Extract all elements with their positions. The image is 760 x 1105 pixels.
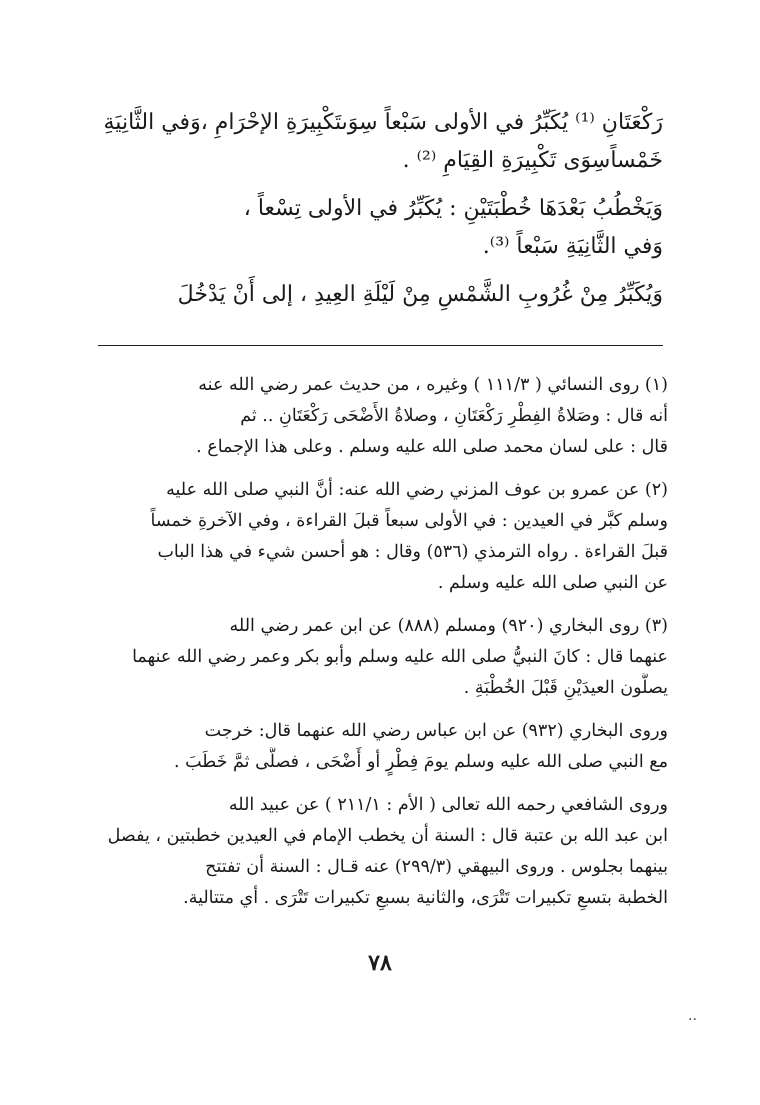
main-line: خَمْساًسِوَى تَكْبِيرَةِ القِيَامِ ⁽²⁾ . — [402, 148, 663, 173]
footnote-3 — [98, 611, 668, 704]
footnote-line: (١) روى النسائي ( ١١١/٣ ) وغيره ، من حديث عمر رضي الله عنه — [198, 375, 668, 395]
page-number: ٧٨ — [368, 950, 392, 976]
main-text — [98, 104, 663, 324]
main-line: رَكْعَتَانِ ⁽¹⁾ يُكَبِّرُ في الأولى سَبْعاً سِوَىتَكْبِيرَةِ الإحْرَامِ ،وَفي الثَّانِيَةِ — [103, 110, 663, 135]
footnote-line: قال : على لسان محمد صلى الله عليه وسلم . وعلى هذا الإجماع . — [196, 437, 668, 457]
footnote-2 — [98, 475, 668, 599]
footnote-line: (٢) عن عمرو بن عوف المزني رضي الله عنه: أنَّ النبي صلى الله عليه — [166, 480, 668, 500]
footnote-line: قبلَ القراءة . رواه الترمذي (٥٣٦) وقال : هو أحسن شيء في هذا الباب — [157, 542, 668, 562]
main-line: وَيُكَبِّرُ مِنْ غُرُوبِ الشَّمْسِ مِنْ لَيْلَةِ العِيدِ ، إلى أَنْ يَدْخُلَ — [177, 282, 663, 307]
footnote-line: وسلم كبَّر في العيدين : في الأولى سبعاً قبلَ القراءة ، وفي الآخرةِ خمساً — [150, 511, 668, 531]
footnote-line: وروى الشافعي رحمه الله تعالى ( الأم : ٢١١/١ ) عن عبيد الله — [228, 795, 668, 815]
main-line: وَفي الثَّانِيَةِ سَبْعاً ⁽³⁾. — [482, 234, 663, 259]
main-paragraph-3 — [98, 276, 663, 314]
footnote-line: بينهما بجلوس . وروى البيهقي (٢٩٩/٣) عنه قـال : السنة أن تفتتح — [205, 857, 668, 877]
footnotes — [98, 370, 668, 926]
main-line: وَيَخْطُبُ بَعْدَهَا خُطْبَتَيْنِ : يُكَبِّرُ في الأولى تِسْعاً ، — [243, 196, 663, 221]
footnote-3-continued-bukhari — [98, 716, 668, 778]
footnote-line: (٣) روى البخاري (٩٢٠) ومسلم (٨٨٨) عن ابن عمر رضي الله — [229, 616, 668, 636]
footnote-divider — [98, 345, 663, 346]
footnote-line: ابن عبد الله بن عتبة قال : السنة أن يخطب الإمام في العيدين خطبتين ، يفصل — [107, 826, 668, 846]
footnote-1 — [98, 370, 668, 463]
footnote-line: يصلُّون العيدَيْنِ قَبْلَ الخُطْبَةِ . — [463, 678, 668, 698]
footnote-line: عنهما قال : كانَ النبيُّ صلى الله عليه وسلم وأبو بكر وعمر رضي الله عنهما — [132, 647, 668, 667]
main-paragraph-1 — [98, 104, 663, 180]
footnote-line: مع النبي صلى الله عليه وسلم يومَ فِطْرٍ أو أَضْحَى ، فصلَّى ثمَّ خَطَبَ . — [173, 752, 668, 772]
footnote-line: أنه قال : وصَلاةُ الفِطْرِ رَكْعَتَانِ ، وصلاةُ الأَضْحَى رَكْعَتَانِ .. ثم — [240, 406, 668, 426]
footnote-line: عن النبي صلى الله عليه وسلم . — [437, 573, 668, 593]
footnote-line: وروى البخاري (٩٣٢) عن ابن عباس رضي الله عنهما قال: خرجت — [204, 721, 668, 741]
corner-mark: .. — [688, 1008, 697, 1024]
footnote-3-continued-shafii — [98, 790, 668, 914]
footnote-line: الخطبة بتسعِ تكبيرات تَتْرَى، والثانية بسبعِ تكبيرات تَتْرَى . أي متتالية. — [183, 888, 668, 908]
main-paragraph-2 — [98, 190, 663, 266]
